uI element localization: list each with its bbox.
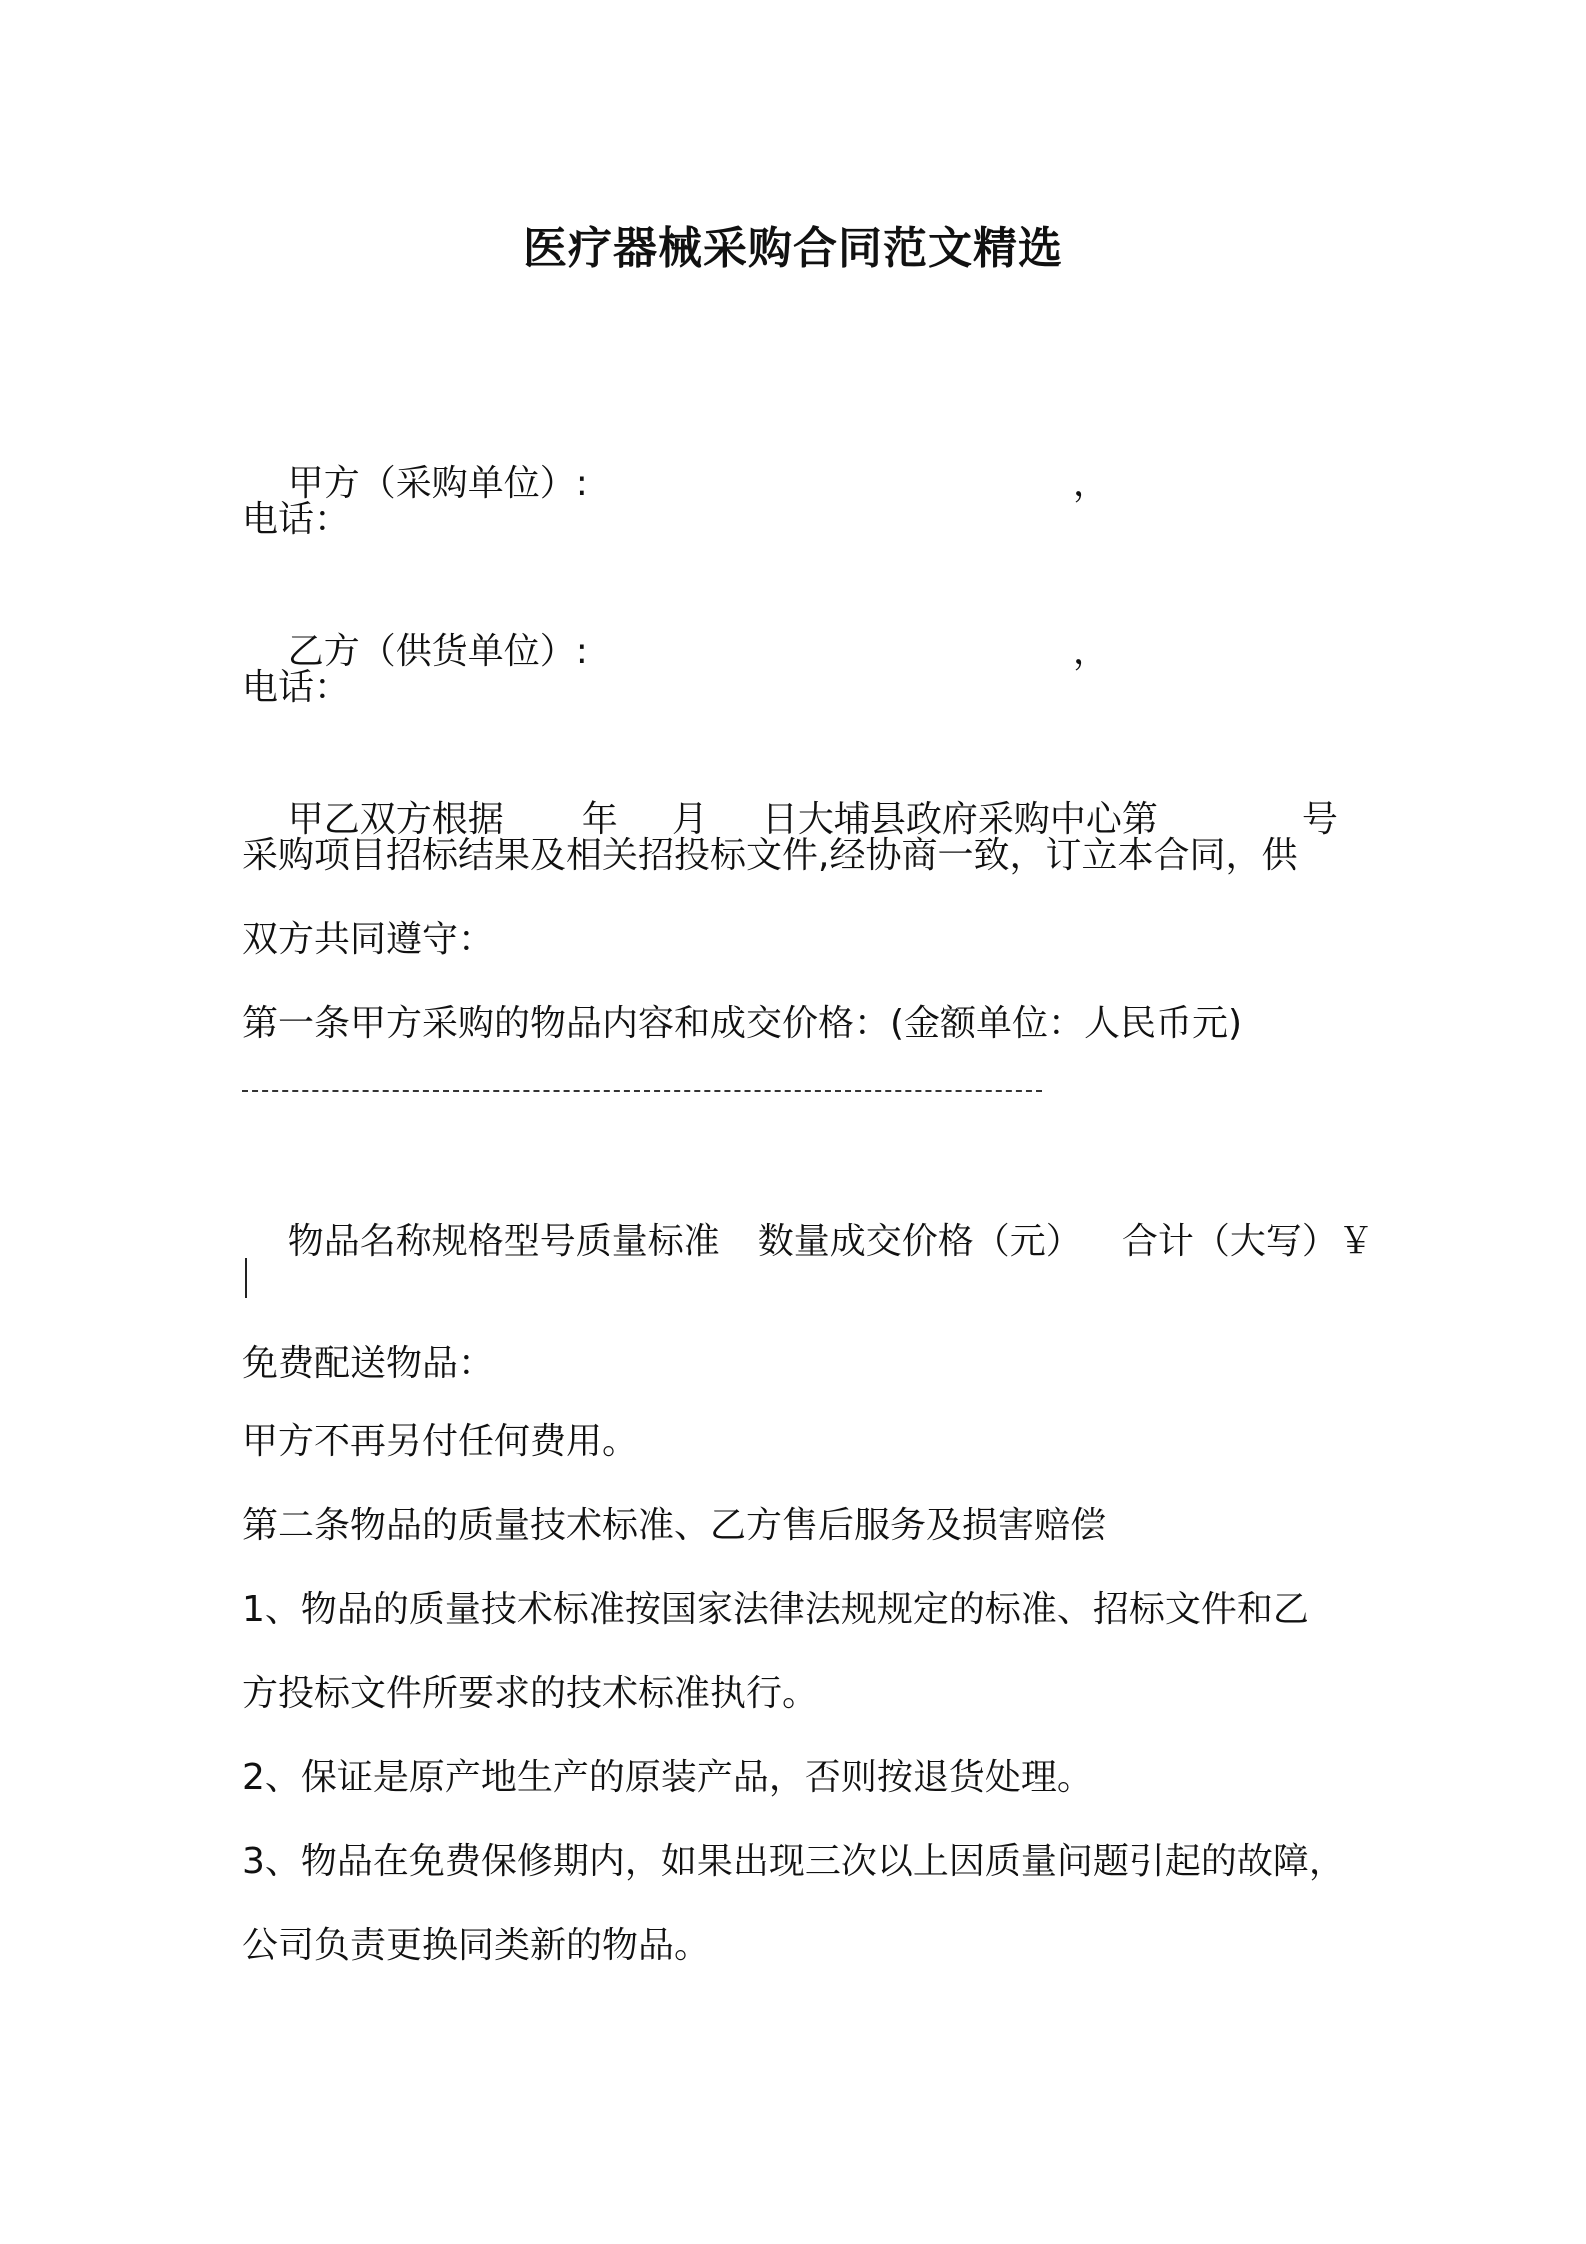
party-a-comma: ， (1072, 463, 1109, 504)
document-title: 医疗器械采购合同范文精选 (523, 223, 1063, 274)
basis-line-3: 双方共同遵守： (242, 919, 495, 960)
party-b-line (242, 580, 1109, 724)
table-header-col3: 合计（大写）￥ (1121, 1221, 1374, 1262)
party-b-label: 乙方（供货单位）: (287, 631, 588, 672)
table-header-line (242, 1170, 1374, 1314)
table-header-col2: 数量成交价格（元） (757, 1221, 1082, 1262)
article-2-heading: 第二条物品的质量技术标准、乙方售后服务及损害赔偿 (242, 1505, 1107, 1546)
item-1-line-1: 1、物品的质量技术标准按国家法律法规规定的标准、招标文件和乙 (242, 1589, 1309, 1630)
item-1-line-2: 方投标文件所要求的技术标准执行。 (242, 1673, 819, 1714)
dashed-separator (242, 1090, 1042, 1092)
party-a-line (242, 412, 1109, 556)
text-cursor-bar (245, 1258, 247, 1298)
phone-a-line: 电话： (242, 499, 351, 540)
item-3-line-2: 公司负责更换同类新的物品。 (242, 1925, 711, 1966)
article-1-heading: 第一条甲方采购的物品内容和成交价格：(金额单位：人民币元) (242, 1003, 1243, 1044)
phone-b-line: 电话： (242, 667, 351, 708)
table-header-col1: 物品名称规格型号质量标准 (287, 1221, 720, 1262)
basis-number: 号 (1301, 799, 1338, 840)
free-delivery-line: 免费配送物品： (242, 1343, 495, 1384)
item-2-line: 2、保证是原产地生产的原装产品，否则按退货处理。 (242, 1757, 1093, 1798)
basis-line-2: 采购项目招标结果及相关招投标文件,经协商一致，订立本合同，供 (242, 835, 1298, 876)
basis-year: 年 (581, 799, 618, 840)
no-extra-fee-line: 甲方不再另付任何费用。 (242, 1421, 639, 1462)
basis-text-2: 日大埔县政府采购中心第 (761, 799, 1158, 840)
basis-text-1: 甲乙双方根据 (287, 799, 504, 840)
basis-month: 月 (671, 799, 708, 840)
item-3-line-1: 3、物品在免费保修期内，如果出现三次以上因质量问题引起的故障， (242, 1841, 1345, 1882)
party-a-label: 甲方（采购单位）: (287, 463, 588, 504)
party-b-comma: ， (1072, 631, 1109, 672)
